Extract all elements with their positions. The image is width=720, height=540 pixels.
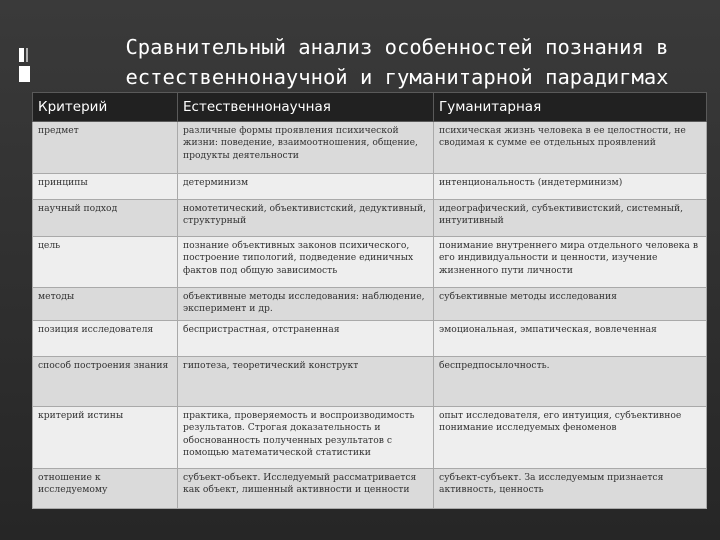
humanitarian-cell: интенциональность (индетерминизм) [434,174,707,200]
table-row [33,174,707,200]
humanitarian-cell: беспредпосылочность. [434,357,707,407]
natural-science-cell: детерминизм [178,174,434,200]
table-row [33,321,707,357]
natural-science-cell: познание объективных законов психического, построение типологий, подведение единичных фактов под общую зависимость [178,237,434,288]
table-row [33,122,707,174]
criterion-cell: позиция исследователя [33,321,178,357]
slide-title [112,32,682,92]
slide-title-line-2: естественнонаучной и гуманитарной парадигмах [125,65,669,89]
table-row [33,469,707,509]
criterion-cell: способ построения знания [33,357,178,407]
humanitarian-cell: субъект-субъект. За исследуемым признается активность, ценность [434,469,707,509]
criterion-cell: отношение к исследуемому [33,469,178,509]
table-row [33,357,707,407]
table-row [33,200,707,237]
natural-science-cell: различные формы проявления психической жизни: поведение, взаимоотношения, общение, продукты деятельности [178,122,434,174]
natural-science-cell: беспристрастная, отстраненная [178,321,434,357]
criterion-cell: научный подход [33,200,178,237]
header-criterion: Критерий [33,93,178,122]
criterion-cell: цель [33,237,178,288]
humanitarian-cell: субъективные методы исследования [434,288,707,321]
slide-title-line-1: Сравнительный анализ особенностей познания в [125,35,669,59]
criterion-cell: предмет [33,122,178,174]
humanitarian-cell: психическая жизнь человека в ее целостности, не сводимая к сумме ее отдельных проявлений [434,122,707,174]
table-header-row [33,93,707,122]
humanitarian-cell: понимание внутреннего мира отдельного человека в его индивидуальности и ценности, изучение жизненного пути личности [434,237,707,288]
slide-decoration [19,48,24,62]
criterion-cell: принципы [33,174,178,200]
natural-science-cell: номотетический, объективистский, дедуктивный, структурный [178,200,434,237]
table-row [33,237,707,288]
humanitarian-cell: идеографический, субъективистский, системный, интуитивный [434,200,707,237]
natural-science-cell: практика, проверяемость и воспроизводимость результатов. Строгая доказательность и обоснованность полученных результатов с помощью математической статистики [178,407,434,469]
natural-science-cell: гипотеза, теоретический конструкт [178,357,434,407]
humanitarian-cell: опыт исследователя, его интуиция, субъективное понимание исследуемых феноменов [434,407,707,469]
slide-decoration [26,48,28,62]
criterion-cell: критерий истины [33,407,178,469]
header-natural-science: Естественнонаучная [178,93,434,122]
natural-science-cell: субъект-объект. Исследуемый рассматривается как объект, лишенный активности и ценности [178,469,434,509]
table-row [33,288,707,321]
comparison-table [32,92,707,509]
header-humanitarian: Гуманитарная [434,93,707,122]
table-row [33,407,707,469]
criterion-cell: методы [33,288,178,321]
natural-science-cell: объективные методы исследования: наблюдение, эксперимент и др. [178,288,434,321]
slide-decoration [19,66,30,82]
humanitarian-cell: эмоциональная, эмпатическая, вовлеченная [434,321,707,357]
